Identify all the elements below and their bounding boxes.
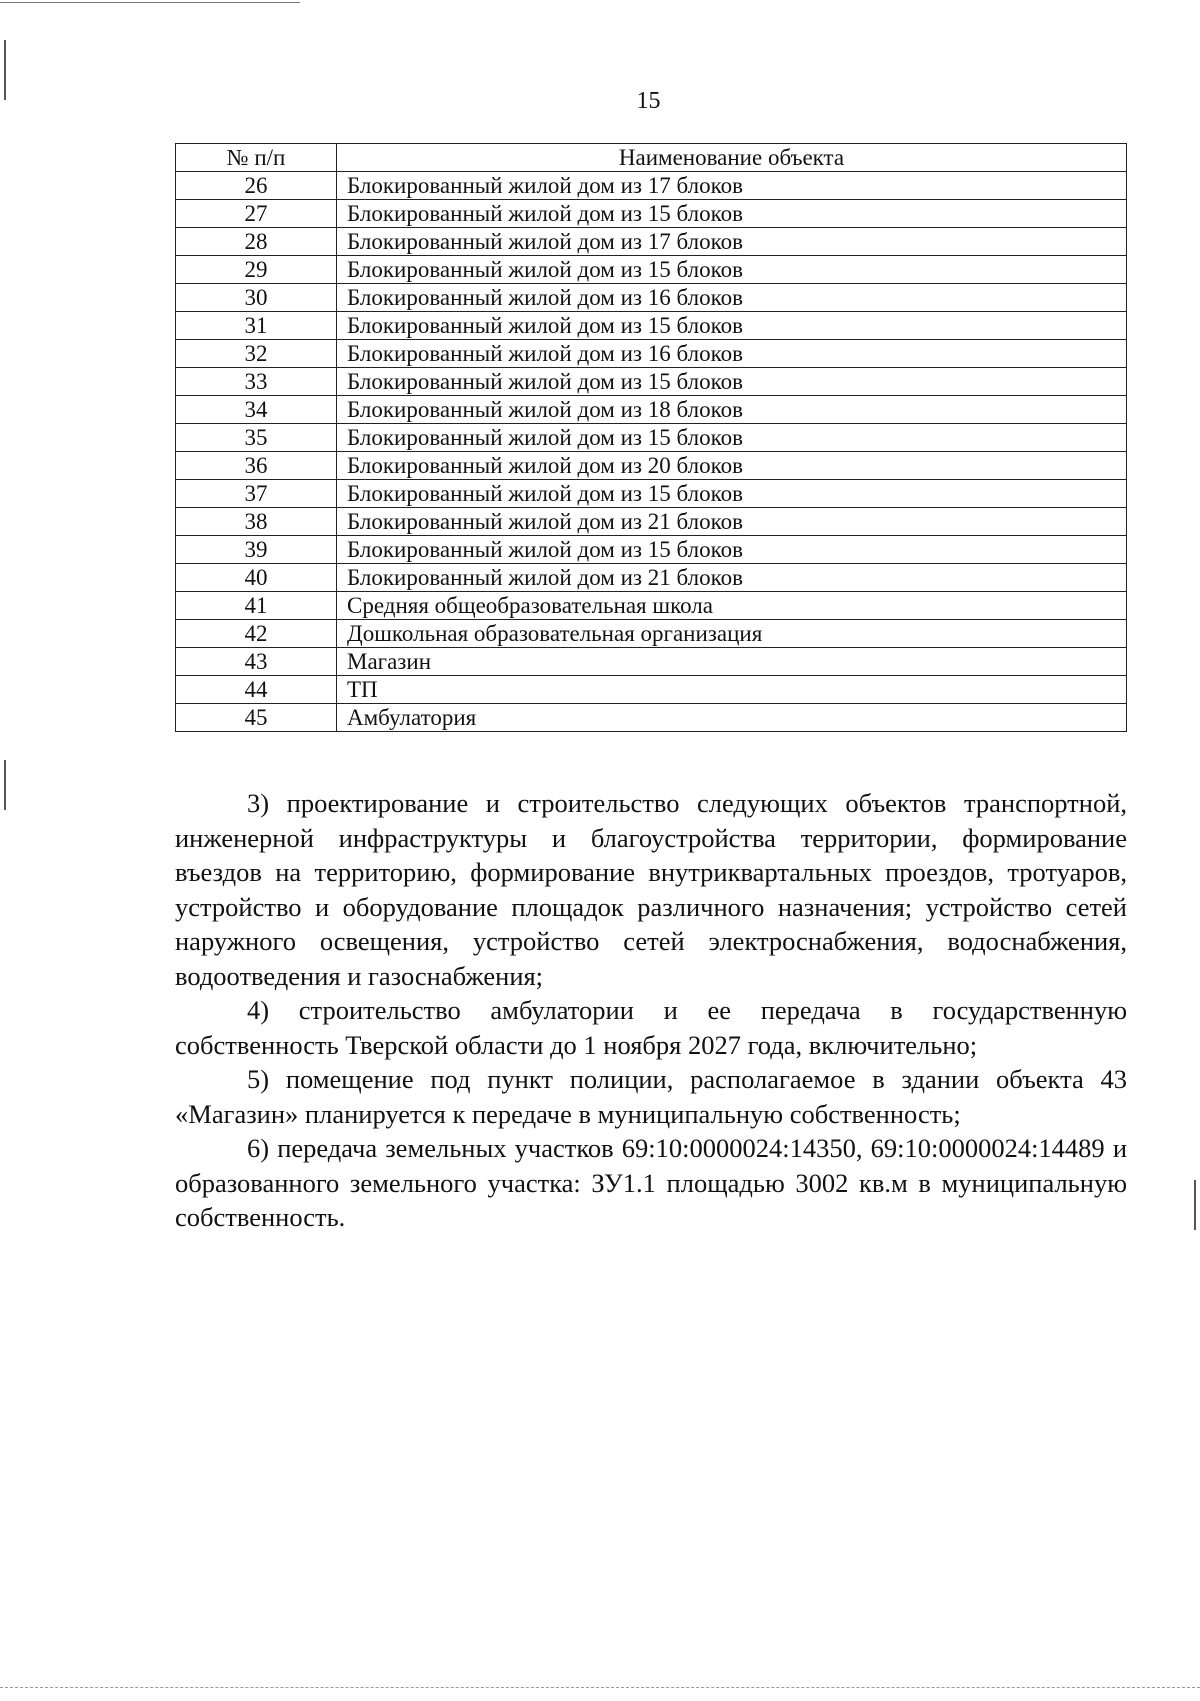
column-header-name: Наименование объекта [337,144,1127,172]
table-row [176,424,1127,452]
table-row [176,704,1127,732]
object-name-cell: Блокированный жилой дом из 21 блоков [337,564,1127,592]
row-number-cell: 33 [176,368,337,396]
table-body [176,172,1127,732]
table-row [176,564,1127,592]
row-number-cell: 45 [176,704,337,732]
paragraph-4: 4) строительство амбулатории и ее передача в государственную собственность Тверской области до 1 ноября 2027 года, включительно; [175,995,1127,1060]
row-number-cell: 41 [176,592,337,620]
row-number-cell: 37 [176,480,337,508]
row-number-cell: 44 [176,676,337,704]
scan-artifact-top [0,2,300,3]
object-name-cell: Блокированный жилой дом из 20 блоков [337,452,1127,480]
object-name-cell: Блокированный жилой дом из 15 блоков [337,200,1127,228]
row-number-cell: 36 [176,452,337,480]
table-row [176,368,1127,396]
paragraph-5: 5) помещение под пункт полиции, располагаемое в здании объекта 43 «Магазин» планируется к передаче в муниципальную собственность; [175,1064,1127,1129]
table-header-row [176,144,1127,172]
row-number-cell: 29 [176,256,337,284]
object-name-cell: Магазин [337,648,1127,676]
row-number-cell: 42 [176,620,337,648]
table-row [176,312,1127,340]
object-name-cell: Средняя общеобразовательная школа [337,592,1127,620]
row-number-cell: 35 [176,424,337,452]
scan-artifact-bottom [0,1687,1200,1689]
row-number-cell: 38 [176,508,337,536]
row-number-cell: 30 [176,284,337,312]
object-name-cell: Блокированный жилой дом из 15 блоков [337,312,1127,340]
object-name-cell: Блокированный жилой дом из 17 блоков [337,228,1127,256]
object-name-cell: Блокированный жилой дом из 21 блоков [337,508,1127,536]
column-header-number: № п/п [176,144,337,172]
row-number-cell: 31 [176,312,337,340]
objects-table [175,143,1127,732]
table-row [176,648,1127,676]
object-name-cell: Амбулатория [337,704,1127,732]
table-row [176,620,1127,648]
table-row [176,200,1127,228]
row-number-cell: 34 [176,396,337,424]
table-row [176,172,1127,200]
body-text [175,786,1127,1235]
row-number-cell: 28 [176,228,337,256]
object-name-cell: Блокированный жилой дом из 15 блоков [337,256,1127,284]
object-name-cell: Блокированный жилой дом из 15 блоков [337,368,1127,396]
table-row [176,480,1127,508]
table-row [176,228,1127,256]
row-number-cell: 32 [176,340,337,368]
object-name-cell: Дошкольная образовательная организация [337,620,1127,648]
table-row [176,536,1127,564]
table-row [176,256,1127,284]
object-name-cell: Блокированный жилой дом из 15 блоков [337,424,1127,452]
scan-artifact-left [4,760,6,810]
object-name-cell: Блокированный жилой дом из 18 блоков [337,396,1127,424]
row-number-cell: 43 [176,648,337,676]
object-name-cell: Блокированный жилой дом из 16 блоков [337,340,1127,368]
paragraph-6: 6) передача земельных участков 69:10:0000024:14350, 69:10:0000024:14489 и образованного земельного участка: ЗУ1.1 площадью 3002 кв.м в муниципальную собственность. [175,1133,1127,1232]
object-name-cell: Блокированный жилой дом из 15 блоков [337,536,1127,564]
object-name-cell: Блокированный жилой дом из 15 блоков [337,480,1127,508]
row-number-cell: 26 [176,172,337,200]
object-name-cell: ТП [337,676,1127,704]
paragraph-3: 3) проектирование и строительство следующих объектов транспортной, инженерной инфраструктуры и благоустройства территории, формирование въездов на территорию, формирование внутриквартальных проездов, тротуаров, устройство и оборудование площадок различного назначения; устройство сетей наружного освещения, устройство сетей электроснабжения, водоснабжения, водоотведения и газоснабжения; [175,788,1127,991]
table-row [176,340,1127,368]
row-number-cell: 39 [176,536,337,564]
table-row [176,284,1127,312]
row-number-cell: 27 [176,200,337,228]
table-row [176,508,1127,536]
table-row [176,452,1127,480]
object-name-cell: Блокированный жилой дом из 17 блоков [337,172,1127,200]
scan-artifact-right [1194,1180,1196,1230]
row-number-cell: 40 [176,564,337,592]
object-name-cell: Блокированный жилой дом из 16 блоков [337,284,1127,312]
table-row [176,592,1127,620]
page-number: 15 [636,88,661,114]
table-row [176,396,1127,424]
table-row [176,676,1127,704]
